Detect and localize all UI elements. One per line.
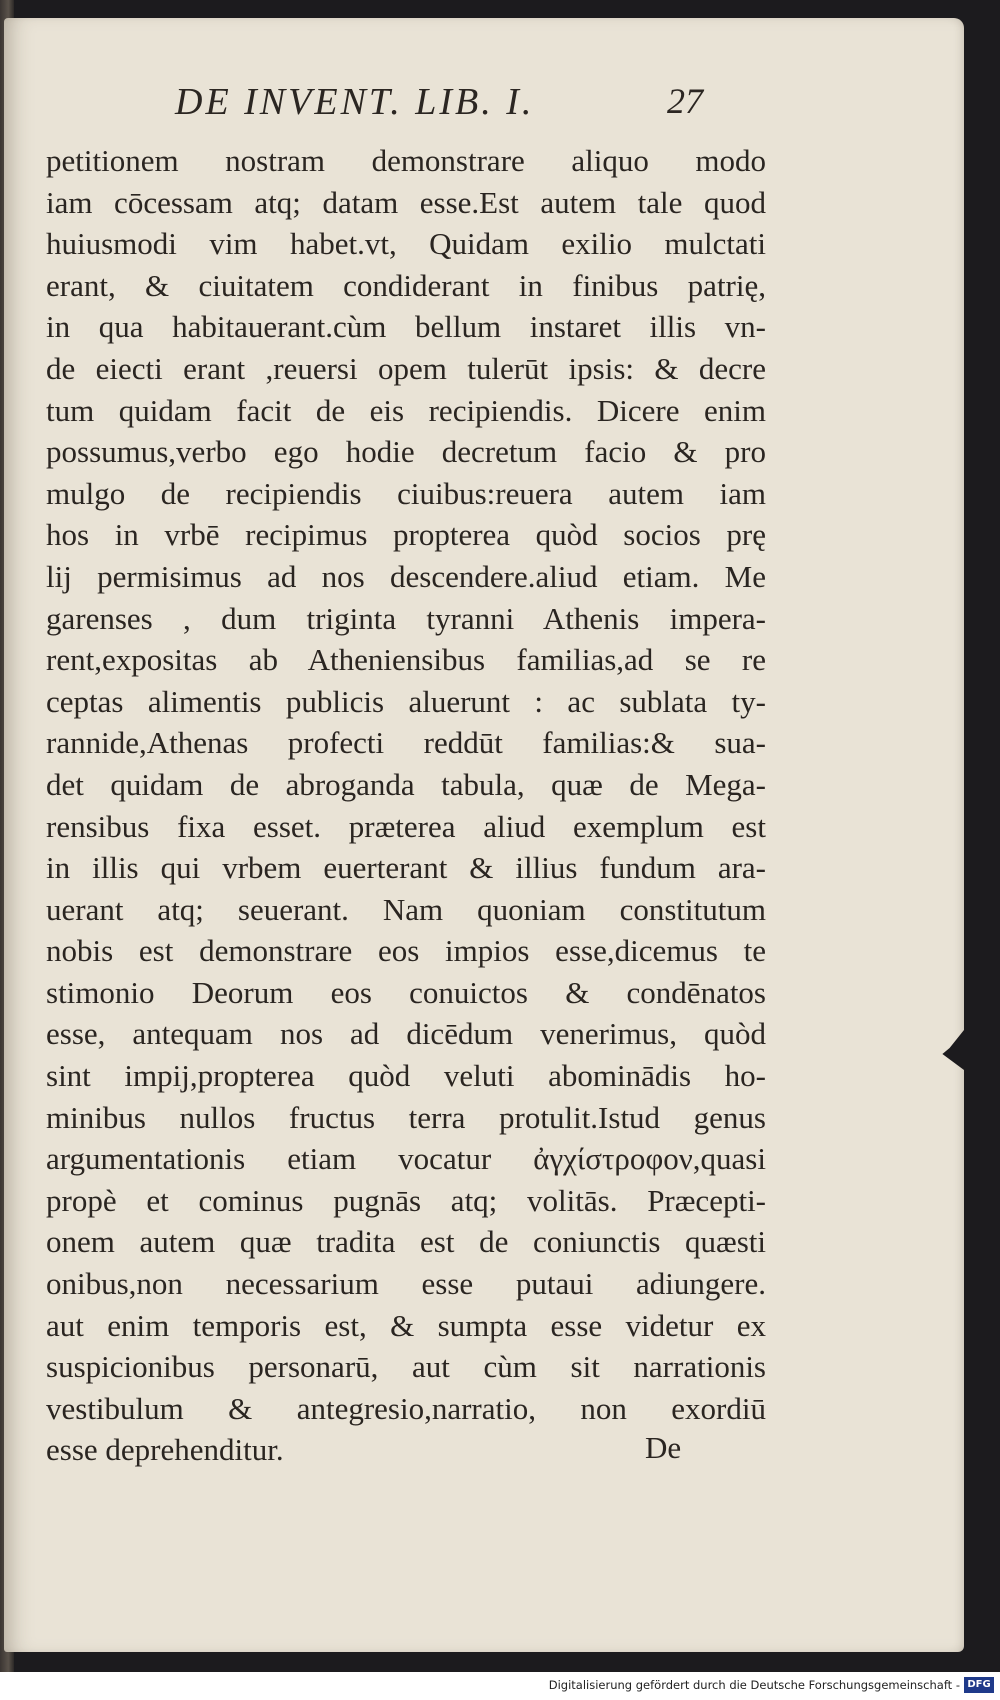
footer-bar [0,1672,1000,1700]
text-line: in illis qui vrbem euerterant & illius fundum ara- [46,850,766,886]
text-line: rannide,Athenas profecti reddūt familias:& sua- [46,725,766,761]
text-line: ceptas alimentis publicis aluerunt : ac sublata ty- [46,683,766,719]
text-line: argumentationis etiam vocatur ἀγχίστροφον,quasi [46,1141,766,1177]
text-line: lij permisimus ad nos descendere.aliud etiam. Me [46,558,766,594]
text-line: garenses , dum triginta tyranni Athenis impera- [46,600,766,636]
text-line: rensibus fixa esset. præterea aliud exemplum est [46,808,766,844]
text-line: det quidam de abroganda tabula, quæ de Mega- [46,766,766,802]
text-line: possumus,verbo ego hodie decretum facio & pro [46,434,766,470]
running-head: DE INVENT. LIB. I. [175,81,535,123]
text-line: hos in vrbē recipimus propterea quòd socios prę [46,517,766,553]
text-line: uerant atq; seuerant. Nam quoniam constitutum [46,891,766,927]
text-line: esse, antequam nos ad dicēdum venerimus, quòd [46,1016,766,1052]
text-line: aut enim temporis est, & sumpta esse videtur ex [46,1307,766,1343]
dfg-logo: DFG [964,1677,994,1693]
text-line: huiusmodi vim habet.vt, Quidam exilio mulctati [46,226,766,262]
text-line: erant, & ciuitatem condiderant in finibus patrię, [46,267,766,303]
text-line: de eiecti erant ,reuersi opem tulerūt ipsis: & decre [46,350,766,386]
text-line: in qua habitauerant.cùm bellum instaret illis vn- [46,309,766,345]
body-text [46,140,766,1471]
text-line: tum quidam facit de eis recipiendis. Dicere enim [46,392,766,428]
text-line: rent,expositas ab Atheniensibus familias,ad se re [46,642,766,678]
text-line: minibus nullos fructus terra protulit.Istud genus [46,1099,766,1135]
text-line: vestibulum & antegresio,narratio, non exordiū [46,1390,766,1426]
text-line: esse deprehenditur. [46,1432,284,1468]
text-line: iam cōcessam atq; datam esse.Est autem tale quod [46,184,766,220]
text-line: sint impij,propterea quòd veluti abominādis ho- [46,1058,766,1094]
page-number: 27 [667,81,703,121]
catchword: De [645,1430,682,1465]
funding-credit: Digitalisierung gefördert durch die Deutsche Forschungsgemeinschaft - [548,1678,960,1692]
text-line: onibus,non necessarium esse putaui adiungere. [46,1266,766,1302]
text-line: suspicionibus personarū, aut cùm sit narrationis [46,1349,766,1385]
text-line: stimonio Deorum eos conuictos & condēnatos [46,974,766,1010]
text-line: mulgo de recipiendis ciuibus:reuera autem iam [46,475,766,511]
text-line: onem autem quæ tradita est de coniunctis quæsti [46,1224,766,1260]
text-line: propè et cominus pugnās atq; volitās. Præcepti- [46,1182,766,1218]
text-line: nobis est demonstrare eos impios esse,dicemus te [46,933,766,969]
text-line: petitionem nostram demonstrare aliquo modo [46,143,766,178]
